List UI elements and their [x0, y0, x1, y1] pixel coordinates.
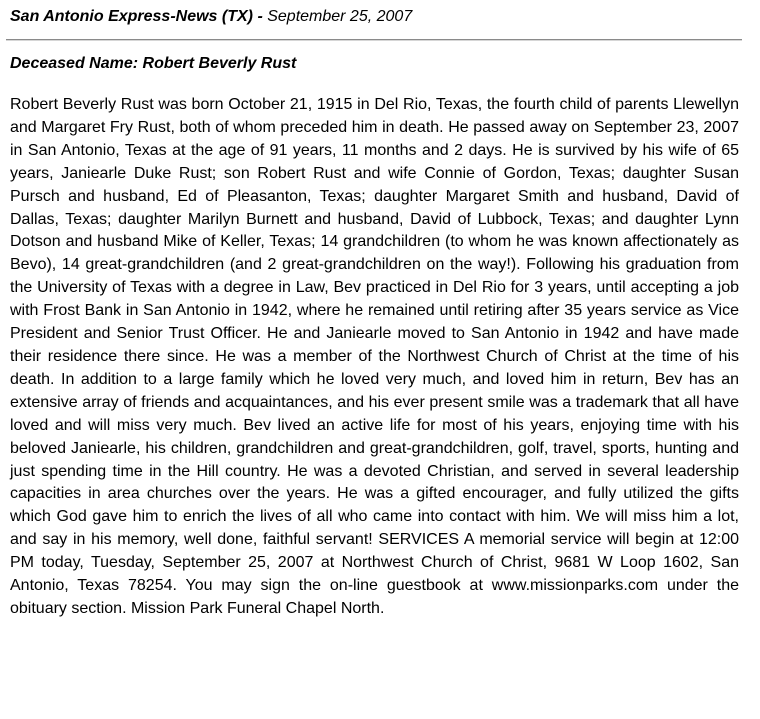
newspaper-name: San Antonio Express-News (TX) — [10, 8, 253, 25]
source-header — [10, 7, 412, 27]
obituary-text: Robert Beverly Rust was born October 21, 1915 in Del Rio, Texas, the fourth child of parents Llewellyn and Margaret Fry Rust, both of whom preceded him in death. He passed away on September 23, 2007 in San Antonio, Texas at the age of 91 years, 11 months and 2 days. He is survived by his wife of 65 years, Janiearle Duke Rust; son Robert Rust and wife Connie of Gordon, Texas; daughter Susan Pursch and husband, Ed of Pleasanton, Texas; daughter Margaret Smith and husband, David of Dallas, Texas; daughter Marilyn Burnett and husband, David of Lubbock, Texas; and daughter Lynn Dotson and husband Mike of Keller, Texas; 14 grandchildren (to whom he was known affectionately as Bevo), 14 great-grandchildren (and 2 great-grandchildren on the way!). Following his graduation from the University of Texas with a degree in Law, Bev practiced in Del Rio for 3 years, until accepting a job with Frost Bank in San Antonio in 1942, where he remained until retiring after 35 years service as Vice President and Senior Trust Officer. He and Janiearle moved to San Antonio in 1942 and have made their residence there since. He was a member of the Northwest Church of Christ at the time of his death. In addition to a large family which he loved very much, and loved him in return, Bev has an extensive array of friends and acquaintances, and his ever present smile was a trademark that all have loved and will miss very much. Bev lived an active life for most of his years, enjoying time with his beloved Janiearle, his children, grandchildren and great-grandchildren, golf, travel, sports, hunting and just spending time in the Hill country. He was a devoted Christian, and served in several leadership capacities in area churches over the years. He was a gifted encourager, and fully utilized the gifts which God gave him to enrich the lives of all who came into contact with him. We will miss him a lot, and say in his memory, well done, faithful servant! SERVICES A memorial service will begin at 12:00 PM today, Tuesday, September 25, 2007 at Northwest Church of Christ, 9681 W Loop 1602, San Antonio, Texas 78254. You may sign the on-line guestbook at www.missionparks.com under the obituary section. Mission Park Funeral Chapel North. — [10, 96, 739, 617]
publication-date: September 25, 2007 — [267, 8, 413, 25]
header-divider — [6, 39, 742, 41]
deceased-name-heading: Deceased Name: Robert Beverly Rust — [10, 55, 297, 72]
header-separator: - — [253, 8, 268, 25]
